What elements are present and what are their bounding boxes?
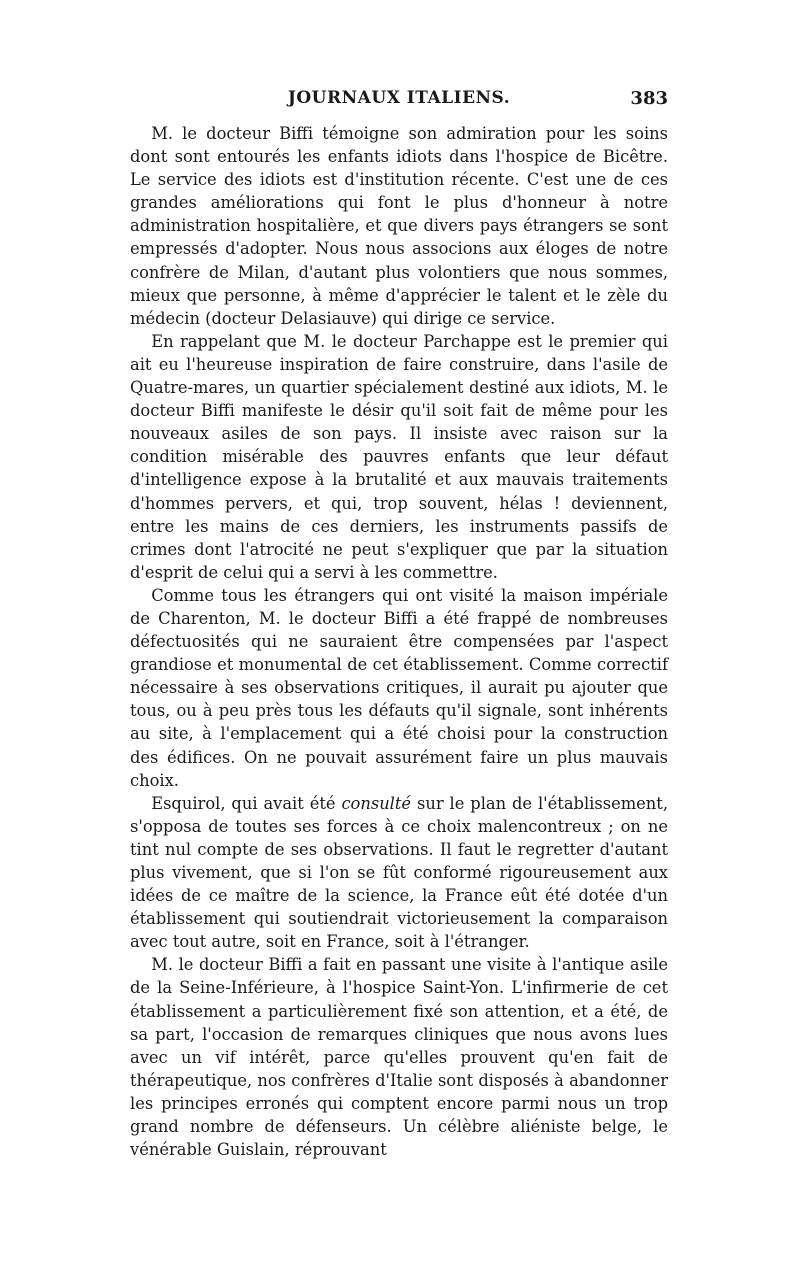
italic-word: consulté (341, 793, 412, 813)
running-head (130, 88, 668, 118)
paragraph: M. le docteur Biffi a fait en passant une visite à l'antique asile de la Seine-Inférieure, à l'hospice Saint-Yon. L'infirmerie de cet établissement a particulièrement fixé son attention, et a été, de sa part, l'occasion de remarques cliniques que nous avons lues avec un vif intérêt, parce qu'elles prouvent qu'en fait de thérapeutique, nos confrères d'Italie sont disposés à abandonner les principes erronés qui comptent encore parmi nous un trop grand nombre de défenseurs. Un célèbre aliéniste belge, le vénérable Guislain, réprouvant (130, 955, 668, 1160)
paragraph-esquirol (130, 792, 668, 954)
text-body (130, 122, 668, 1161)
paragraph: En rappelant que M. le docteur Parchappe est le premier qui ait eu l'heureuse inspiration de faire construire, dans l'asile de Quatre-mares, un quartier spécialement destiné aux idiots, M. le docteur Biffi manifeste le désir qu'il soit fait de même pour les nouveaux asiles de son pays. Il insiste avec raison sur la condition misérable des pauvres enfants que leur défaut d'intelligence expose à la brutalité et aux mauvais traitements d'hommes pervers, et qui, trop souvent, hélas ! deviennent, entre les mains de ces derniers, les instruments passifs de crimes dont l'atrocité ne peut s'expliquer que par la situation d'esprit de celui qui a servi à les commettre. (130, 331, 668, 582)
paragraph: Comme tous les étrangers qui ont visité la maison impériale de Charenton, M. le docteur Biffi a été frappé de nombreuses défectuosités qui ne sauraient être compensées par l'aspect grandiose et monumental de cet établissement. Comme correctif nécessaire à ses observations critiques, il aurait pu ajouter que tous, ou à peu près tous les défauts qu'il signale, sont inhérents au site, à l'emplacement qui a été choisi pour la construction des édifices. On ne pouvait assurément faire un plus mauvais choix. (130, 585, 668, 790)
paragraph-text-after: sur le plan de l'établissement, s'opposa de toutes ses forces à ce choix malencontreux ; on ne tint nul compte de ses observations. Il faut le regretter d'autant plus vivement, que si l'on se fût conformé rigoureusement aux idées de ce maître de la science, la France eût été dotée d'un établissement qui soutiendrait victorieusement la comparaison avec tout autre, soit en France, soit à l'étranger. (130, 793, 668, 952)
page-number: 383 (630, 88, 668, 109)
running-title: JOURNAUX ITALIENS. (287, 88, 511, 108)
paragraph-text-before: Esquirol, qui avait été (151, 793, 342, 813)
paragraph: M. le docteur Biffi témoigne son admiration pour les soins dont sont entourés les enfants idiots dans l'hospice de Bicêtre. Le service des idiots est d'institution récente. C'est une de ces grandes améliorations qui font le plus d'honneur à notre administration hospitalière, et que divers pays étrangers se sont empressés d'adopter. Nous nous associons aux éloges de notre confrère de Milan, d'autant plus volontiers que nous sommes, mieux que personne, à même d'apprécier le talent et le zèle du médecin (docteur Delasiauve) qui dirige ce service. (130, 124, 668, 328)
